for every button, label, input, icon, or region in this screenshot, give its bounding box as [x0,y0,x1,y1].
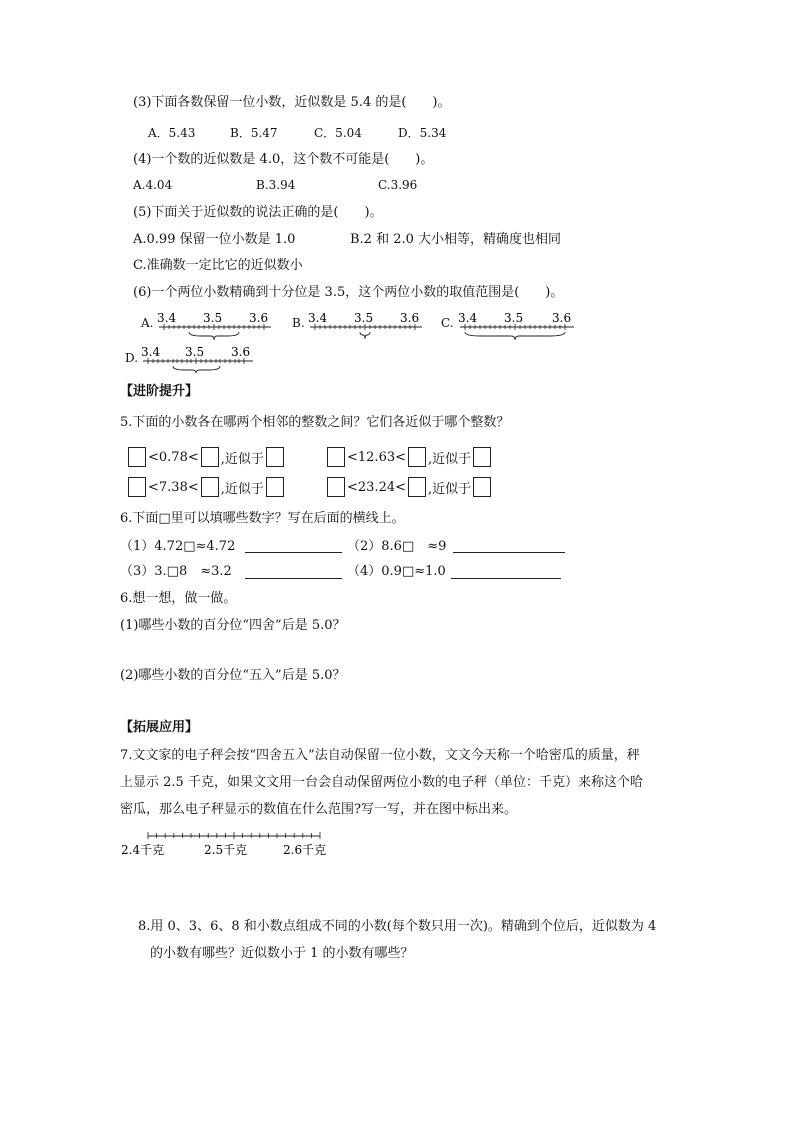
tick-label: 3.4 [458,311,478,325]
p5-item-2 [327,447,491,467]
answer-box[interactable] [128,477,146,497]
q6-choice-a-letter: A. [141,316,154,330]
tick-label: 3.6 [400,311,420,325]
answer-box[interactable] [266,477,284,497]
p7-line-3: 密瓜，那么电子秤显示的数值在什么范围?写一写，并在图中标出来。 [120,802,517,817]
q3-option-b: B．5.47 [230,126,278,140]
answer-box[interactable] [327,447,345,467]
answer-box[interactable] [201,477,219,497]
q6-choice-c-letter: C. [441,316,454,330]
p7-line-2: 上显示 2.5 千克，如果文文用一台会自动保留两位小数的电子秤（单位：千克）来称这个哈 [120,775,643,790]
p5-item-2-tail: ,近似于 [428,451,472,467]
q6-choice-d-number-line [139,342,263,376]
q3-option-c: C．5.04 [314,126,362,140]
p6-item-2: （2）8.6□ ≈9 [347,539,447,554]
q5-option-b: B.2 和 2.0 大小相等，精确度也相同 [350,232,562,247]
tick-label: 3.5 [203,311,223,325]
p5-item-1-tail: ,近似于 [220,451,264,467]
p6-item-1: （1）4.72□≈4.72 [120,539,236,554]
answer-box[interactable] [128,447,146,467]
tick-label: 2.4千克 [121,843,165,857]
p5-item-4 [327,477,491,497]
tick-label: 3.6 [249,311,269,325]
tick-label: 3.5 [185,345,205,359]
q4-option-a: A.4.04 [133,178,173,192]
answer-box[interactable] [473,477,491,497]
tick-label: 3.6 [552,311,572,325]
q6-choice-d-letter: D. [125,351,139,365]
answer-box[interactable] [266,447,284,467]
p8-line-1: 8.用 0、3、6、8 和小数点组成不同的小数(每个数只用一次)。精确到个位后，近似数为 4 [138,919,657,934]
q6-choice-c-number-line [456,308,580,344]
section-advanced-heading: 【进阶提升】 [120,384,199,399]
p7-line-1: 7.文文家的电子秤会按“四舍五入”法自动保留一位小数，文文今天称一个哈密瓜的质量，秤 [120,748,640,763]
p6-stem: 6.下面□里可以填哪些数字？写在后面的横线上。 [120,511,405,526]
q4-stem: (4)一个数的近似数是 4.0，这个数不可能是( )。 [133,152,434,167]
p5-item-3-tail: ,近似于 [220,481,264,497]
p5-item-3-expr: <7.38< [148,479,199,495]
q6-choice-b-letter: B. [292,316,305,330]
q5-option-a: A.0.99 保留一位小数是 1.0 [133,232,296,247]
q4-option-b: B.3.94 [256,178,296,192]
answer-line[interactable] [453,551,565,553]
q6-choice-b-number-line [306,308,426,344]
answer-box[interactable] [327,477,345,497]
p6-item-4: （4）0.9□≈1.0 [347,564,446,579]
p5-stem: 5.下面的小数各在哪两个相邻的整数之间？它们各近似于哪个整数？ [120,415,510,430]
p6b-stem: 6.想一想，做一做。 [120,591,237,606]
p5-item-4-tail: ,近似于 [428,481,472,497]
tick-label: 3.4 [141,345,161,359]
p8-line-2: 的小数有哪些？近似数小于 1 的小数有哪些？ [150,946,414,961]
answer-box[interactable] [408,447,426,467]
q3-option-d: D．5.34 [398,126,447,140]
answer-box[interactable] [473,447,491,467]
tick-label: 2.6千克 [283,843,327,857]
p5-item-2-expr: <12.63< [347,449,407,465]
tick-label: 3.6 [231,345,251,359]
answer-line[interactable] [245,577,342,579]
p7-number-line [118,826,348,860]
tick-label: 3.4 [157,311,177,325]
p6-item-3: （3）3.□8 ≈3.2 [120,564,232,579]
q3-option-a: A．5.43 [148,126,196,140]
q3-stem: (3)下面各数保留一位小数，近似数是 5.4 的是( )。 [133,95,451,110]
tick-label: 3.4 [308,311,328,325]
q4-option-c: C.3.96 [378,178,418,192]
tick-label: 2.5千克 [204,843,248,857]
answer-box[interactable] [201,447,219,467]
tick-label: 3.5 [354,311,374,325]
q6-choice-a-number-line [155,308,275,344]
answer-line[interactable] [245,551,342,553]
p5-item-1-expr: <0.78< [148,449,199,465]
answer-line[interactable] [451,577,561,579]
answer-box[interactable] [408,477,426,497]
p5-item-4-expr: <23.24< [347,479,407,495]
p6b-sub1: (1)哪些小数的百分位“四舍”后是 5.0？ [120,618,346,633]
tick-label: 3.5 [504,311,524,325]
q5-option-c: C.准确数一定比它的近似数小 [133,258,303,273]
section-apply-heading: 【拓展应用】 [120,720,199,735]
q6-stem: (6)一个两位小数精确到十分位是 3.5，这个两位小数的取值范围是( )。 [133,285,564,300]
p6b-sub2: (2)哪些小数的百分位“五入”后是 5.0？ [120,668,346,683]
q5-stem: (5)下面关于近似数的说法正确的是( )。 [133,205,383,220]
p5-item-3 [128,477,284,497]
p5-item-1 [128,447,284,467]
